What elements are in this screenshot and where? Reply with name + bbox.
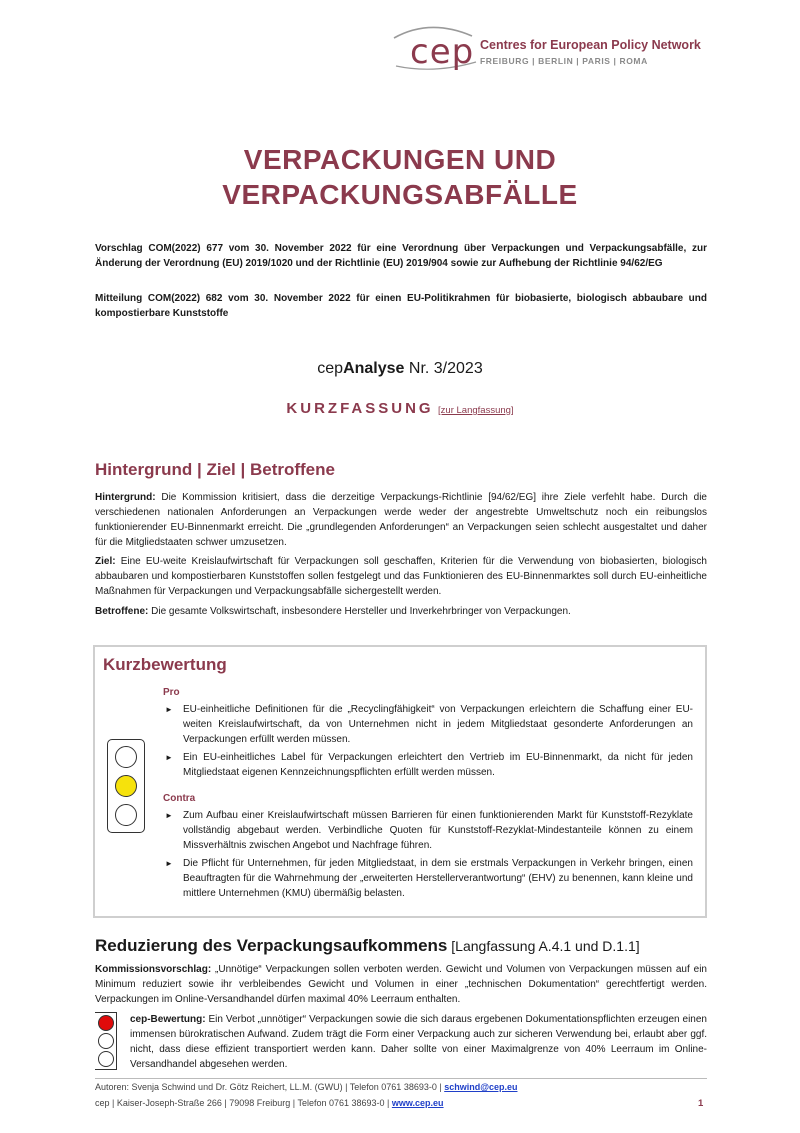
vorschlag-label: Kommissionsvorschlag: [95, 964, 212, 975]
kurzbewertung-heading: Kurzbewertung [103, 655, 227, 674]
arrow-right-icon: ► [165, 705, 173, 714]
arrow-right-icon: ► [165, 811, 173, 820]
analyse-number-text: Nr. 3/2023 [404, 360, 483, 377]
section-heading-background: Hintergrund | Ziel | Betroffene [95, 460, 335, 479]
kommissionsvorschlag-paragraph [95, 962, 707, 1007]
langfassung-reference: [Langfassung A.4.1 und D.1.1] [447, 938, 640, 954]
org-cities: FREIBURG | BERLIN | PARIS | ROMA [480, 56, 648, 66]
title-line-2: VERPACKUNGSABFÄLLE [222, 179, 578, 210]
footer-divider [95, 1078, 707, 1079]
website-link[interactable]: www.cep.eu [391, 1098, 444, 1108]
footer-authors: Autoren: Svenja Schwind und Dr. Götz Reichert, LL.M. (GWU) | Telefon 0761 38693-0 | schwind@cep.eu [95, 1082, 518, 1092]
bewertung-text: Ein Verbot „unnötiger“ Verpackungen sowie die sich daraus ergebenen Dokumentationspflichten erzeugen einen immensen bürokratischen Aufwand. Zudem trägt die Form einer Verpackung auch zur sicheren Verwendung bei, erlaubt aber ggf. nicht, dass diese effizient transportiert werden kann. Daher sollte von einer Maximalgrenze von 40% Leerraum im Online-Versandhandel abgesehen werden. [130, 1014, 707, 1070]
hintergrund-label: Hintergrund: [95, 492, 156, 503]
traffic-light-red-icon [95, 1012, 119, 1070]
logo-wordmark: cep [410, 32, 475, 72]
lamp-middle [98, 1033, 114, 1049]
ziel-text: Eine EU-weite Kreislaufwirtschaft für Verpackungen soll geschaffen, Kriterien für die Verwendung von biobasierten, biologisch abbaubaren und kompostierbaren Kunststoffen sollen festgelegt und das Funktionieren des EU-Binnenmarktes soll durch EU-einheitliche Maßnahmen für Verpackungen und Verpackungsabfälle sichergestellt werden. [95, 556, 707, 597]
traffic-light-yellow-icon [107, 739, 145, 833]
ziel-paragraph [95, 554, 707, 599]
lamp-bottom [98, 1051, 114, 1067]
bewertung-label: cep-Bewertung: [130, 1014, 206, 1025]
kurzfassung-title: KURZFASSUNG [286, 400, 434, 417]
ziel-label: Ziel: [95, 556, 116, 567]
proposal-reference-1: Vorschlag COM(2022) 677 vom 30. November 2022 für eine Verordnung über Verpackungen und Verpackungsabfälle, zur Änderung der Verordnung (EU) 2019/1020 und der Richtlinie (EU) 2019/904 sowie zur Aufhebung der Richtlinie 94/62/EG [95, 243, 707, 269]
contra-label: Contra [163, 793, 196, 804]
analyse-word: Analyse [343, 360, 405, 377]
pro-label: Pro [163, 687, 180, 698]
email-link[interactable]: schwind@cep.eu [444, 1082, 518, 1092]
section-heading-reduction [95, 936, 640, 956]
title-line-1: VERPACKUNGEN UND [243, 144, 557, 175]
vorschlag-text: „Unnötige“ Verpackungen sollen verboten werden. Gewicht und Volumen von Verpackungen müssen auf ein Minimum reduziert sowie ihr verbleibendes Gewicht und Volumen in einer „technischen Dokumentation“ gerechtfertigt werden. Verpackungen im Online-Versandhandel dürfen maximal 40% Leerraum enthalten. [95, 964, 707, 1005]
hintergrund-text: Die Kommission kritisiert, dass die derzeitige Verpackungs-Richtlinie [94/62/EG] ihre Ziele verfehlt habe. Durch die verschiedenen nationalen Anforderungen an Verpackungen werde weder der angestrebte Umweltschutz noch ein reibungslos funktionierender EU-Binnenmarkt erreicht. Die „grundlegenden Anforderungen“ an Verpackungen seien schlecht ausgestaltet und daher für die Mitgliedstaaten schwer umzusetzen. [95, 492, 707, 548]
page-number: 1 [698, 1098, 704, 1109]
lamp-bottom [115, 804, 137, 826]
arrow-right-icon: ► [165, 859, 173, 868]
langfassung-link[interactable]: [zur Langfassung] [438, 405, 514, 416]
pro-item: ► Ein EU-einheitliches Label für Verpackungen erleichtert den Vertrieb im EU-Binnenmarkt, da nicht für jeden Mitgliedstaat eigenen Kennzeichnungspflichten erfüllt werden müssen. [165, 752, 693, 778]
footer-address: cep | Kaiser-Joseph-Straße 266 | 79098 Freiburg | Telefon 0761 38693-0 | www.cep.eu [95, 1098, 444, 1108]
analysis-number [0, 360, 800, 378]
proposal-reference-2: Mitteilung COM(2022) 682 vom 30. November 2022 für einen EU-Politikrahmen für biobasierte, biologisch abbaubare und kompostierbare Kunststoffe [95, 293, 707, 319]
lamp-middle-active [115, 775, 137, 797]
analyse-prefix: cep [317, 360, 344, 377]
contra-item: ► Zum Aufbau einer Kreislaufwirtschaft müssen Barrieren für einen funktionierenden Markt für Kunststoff-Rezyklate vollständig abgebaut werden. Verbindliche Quoten für Kunststoff-Rezyklat-Mindestanteile können zu einem Missverhältnis zwischen Angebot und Nachfrage führen. [165, 810, 693, 851]
pro-item: ► EU-einheitliche Definitionen für die „Recyclingfähigkeit“ von Verpackungen erleichtern die Schaffung einer EU-weiten Kreislaufwirtschaft, da von Unternehmen nicht in jedem Mitgliedstaat gesonderte Anforderungen an Verpackungen erfüllt werden müssen. [165, 704, 693, 745]
org-name: Centres for European Policy Network [480, 38, 701, 52]
hintergrund-paragraph [95, 490, 707, 550]
cep-bewertung-paragraph [130, 1012, 707, 1072]
arrow-right-icon: ► [165, 753, 173, 762]
kurzfassung-header [0, 400, 800, 418]
betroffene-paragraph [95, 604, 707, 619]
section2-heading-text: Reduzierung des Verpackungsaufkommens [95, 936, 448, 955]
contra-item: ► Die Pflicht für Unternehmen, für jeden Mitgliedstaat, in dem sie erstmals Verpackungen in Verkehr bringen, einen Beauftragten für die Wahrnehmung der „erweiterten Herstellerverantwortung“ (EHV) zu benennen, kann kleine und mittlere Unternehmen (KMU) übermäßig belasten. [165, 858, 693, 899]
lamp-top [115, 746, 137, 768]
betroffene-label: Betroffene: [95, 606, 149, 617]
document-title [0, 142, 800, 212]
betroffene-text: Die gesamte Volkswirtschaft, insbesondere Hersteller und Inverkehrbringer von Verpackungen. [148, 606, 571, 617]
lamp-top-active [98, 1015, 114, 1031]
cep-logo[interactable] [390, 24, 720, 72]
kurzbewertung-box [93, 645, 707, 918]
